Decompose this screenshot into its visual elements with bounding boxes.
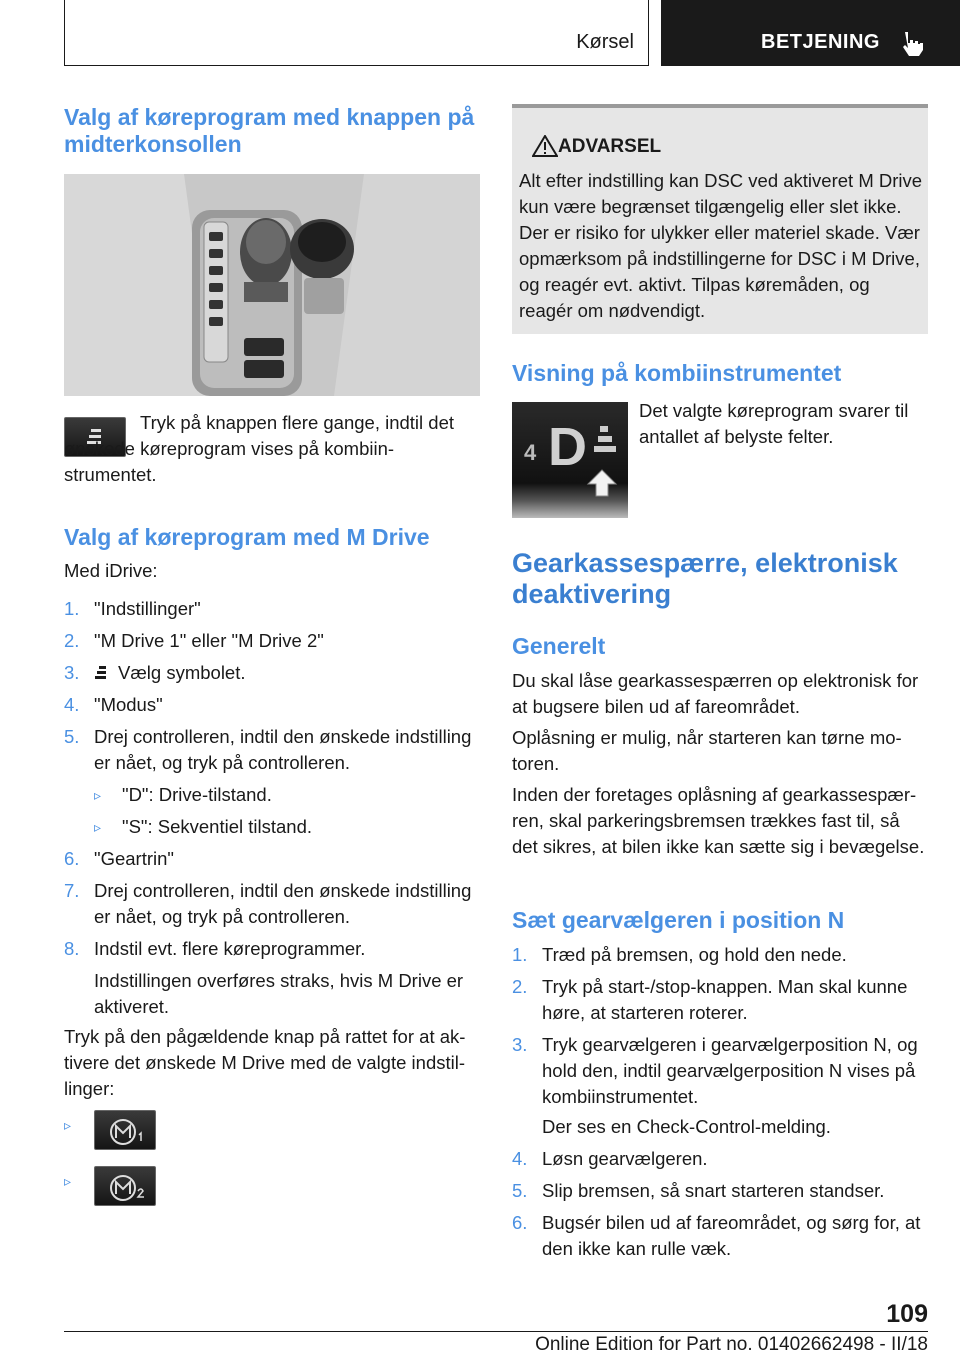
cluster-drive-letter: D <box>548 417 587 477</box>
m1-button-icon <box>95 1111 157 1151</box>
footer-divider <box>64 1331 928 1332</box>
heading-general: Generelt <box>512 633 606 659</box>
heading-neutral: Sæt gearvælgeren i position N <box>512 907 845 933</box>
footer-edition: Online Edition for Part no. 01402662498 - II/18 <box>535 1334 928 1355</box>
warning-title: ADVARSEL <box>558 136 662 157</box>
cluster-mode-bars-icon <box>592 424 618 458</box>
m1-button-image <box>94 1110 156 1150</box>
list-item: 3. Tryk gearvælgeren i gearvælgerposition N, og hold den, indtil gearvælgerposition N vises på kombiinstrumentet. <box>512 1034 918 1107</box>
step8-note: Indstillingen overføres straks, hvis M Drive er aktiveret. <box>94 970 464 1017</box>
idrive-intro: Med iDrive: <box>64 560 158 581</box>
paragraph: Oplåsning er mulig, når starteren kan tørne motoren. <box>512 727 902 774</box>
list-item: 6. "Geartrin" <box>64 848 174 869</box>
sub-list-item: ▹ "S": Sekventiel tilstand. <box>94 816 313 837</box>
hand-pointer-icon <box>898 28 928 58</box>
heading-button-selection: Valg af køreprogram med knappen på midterkonsollen <box>64 104 475 157</box>
button-instruction: Tryk på knappen flere gange, indtil det ønskede køreprogram vises på kombiinstrumentet. <box>64 412 455 485</box>
heading-m-drive: Valg af køreprogram med M Drive <box>64 524 430 550</box>
list-item: 7. Drej controlleren, indtil den ønskede indstilling er nået, og tryk på controlleren. <box>64 880 472 927</box>
list-item: 1. "Indstillinger" <box>64 598 201 619</box>
display-text: Det valgte køreprogram svarer til antallet af belyste felter. <box>639 400 909 447</box>
header-chapter-box <box>661 0 960 66</box>
cluster-gear-number: 4 <box>524 440 537 465</box>
header-section-box <box>64 0 649 66</box>
paragraph: Du skal låse gearkassespærren op elektronisk for at bugsere bilen ud af fareområdet. <box>512 670 919 717</box>
header-chapter: BETJENING <box>761 31 880 53</box>
list-item: 5. Drej controlleren, indtil den ønskede indstilling er nået, og tryk på controlleren. <box>64 726 472 773</box>
center-console-photo <box>64 174 480 396</box>
list-item: 6. Bugsér bilen ud af fareområdet, og sørg for, at den ikke kan rulle væk. <box>512 1212 921 1259</box>
up-arrow-icon <box>586 468 618 498</box>
steering-instruction: Tryk på den pågældende knap på rattet for at aktivere det ønskede M Drive med de valgte indstillinger: <box>64 1026 466 1099</box>
list-item: 3. Vælg symbolet. <box>64 662 246 683</box>
cluster-display-image <box>512 402 628 518</box>
warning-box <box>512 104 928 334</box>
driving-mode-symbol-icon <box>94 665 108 681</box>
paragraph: Inden der foretages oplåsning af gearkassespærren, skal parkeringsbremsen trækkes fast til, så det sikres, at bilen ikke kan sætte sig i bevægelse. <box>512 784 925 857</box>
page-number: 109 <box>886 1300 928 1328</box>
list-item: 4. "Modus" <box>64 694 163 715</box>
m2-button-icon <box>95 1167 157 1207</box>
list-item: 8. Indstil evt. flere køreprogrammer. <box>64 938 366 959</box>
header-section: Kørsel <box>576 31 634 53</box>
warning-text: Alt efter indstilling kan DSC ved aktiveret M Drive kun være begrænset tilgængelig eller slet ikke. Der er risiko for ulykker eller materiel skade. Vær opmærksom på indstillingerne for DSC i M Drive, og reagér evt. aktivt. Tilpas køremåden, og reagér om nødvendigt. <box>519 170 923 321</box>
list-item: 4. Løsn gearvælgeren. <box>512 1148 708 1169</box>
heading-display: Visning på kombiinstrumentet <box>512 360 842 386</box>
list-item: 2. Tryk på start-/stop-knappen. Man skal kunne høre, at starteren roterer. <box>512 976 908 1023</box>
list-item: 5. Slip bremsen, så snart starteren standser. <box>512 1180 885 1201</box>
list-item: 2. "M Drive 1" eller "M Drive 2" <box>64 630 324 651</box>
heading-gear-lock: Gearkassespærre, elektronisk deaktivering <box>512 548 898 609</box>
step3-note: Der ses en Check-Control-melding. <box>542 1116 831 1137</box>
warning-triangle-icon <box>532 135 558 157</box>
list-item: 1. Træd på bremsen, og hold den nede. <box>512 944 847 965</box>
sub-list-item: ▹ "D": Drive-tilstand. <box>94 784 272 805</box>
m2-button-image <box>94 1166 156 1206</box>
